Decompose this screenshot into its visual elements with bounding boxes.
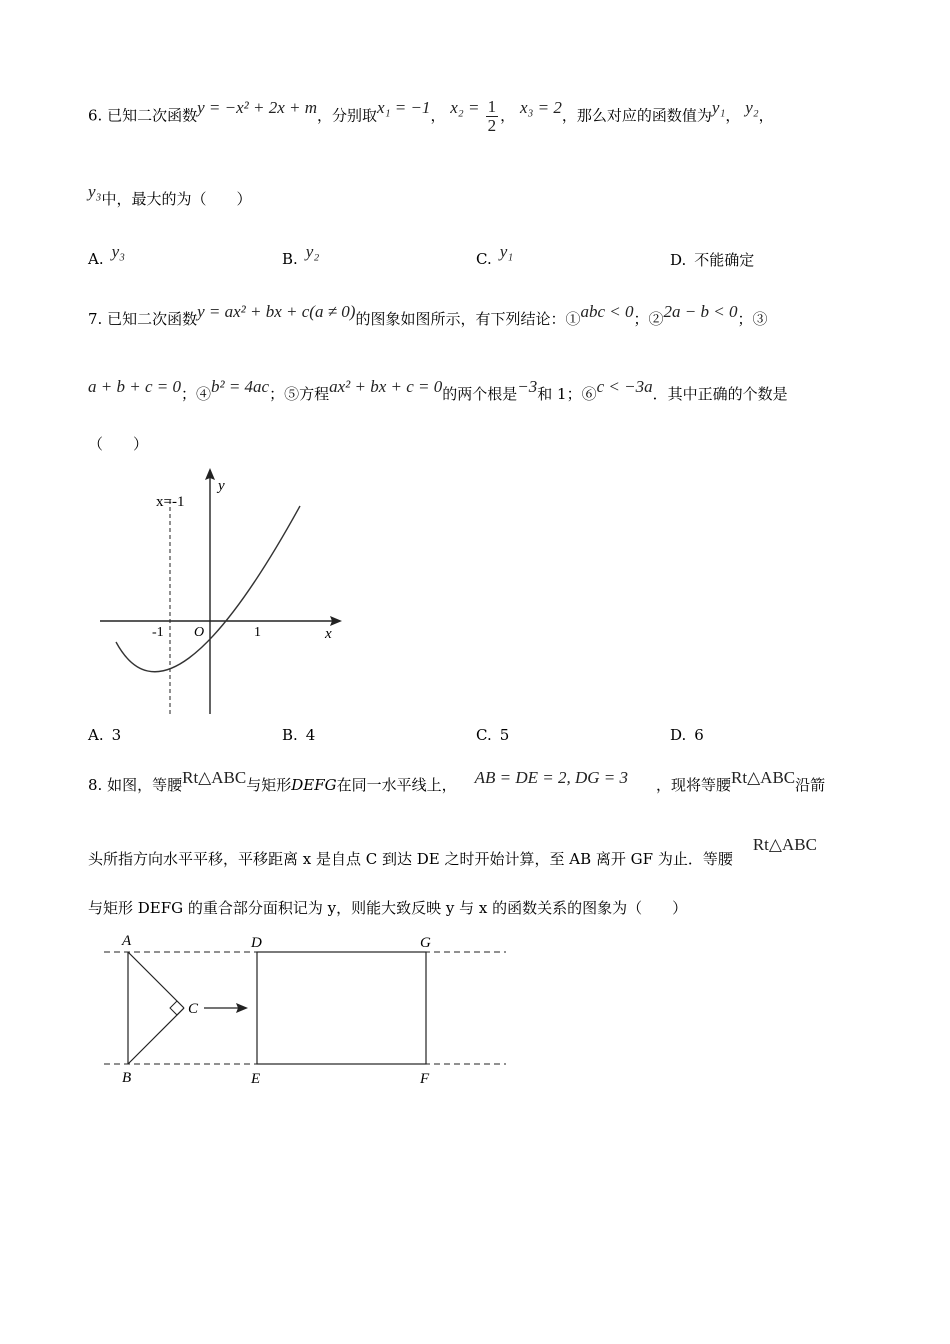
q6-number: 6. bbox=[88, 106, 103, 125]
q6-x1: x₁ = −1 bbox=[377, 98, 431, 118]
q8-rt-triangle-1: Rt△ABC bbox=[182, 768, 247, 787]
q6-line-2 bbox=[88, 182, 252, 209]
q7-option-a-value: 3 bbox=[111, 726, 122, 744]
q7-text2: ；② bbox=[633, 310, 664, 328]
q6-option-a-value: y₃ bbox=[111, 242, 126, 261]
q8-rt-triangle-2: Rt△ABC bbox=[731, 768, 796, 787]
q7-option-a[interactable] bbox=[88, 726, 121, 744]
q7-option-c-value: 5 bbox=[499, 726, 510, 744]
q6-y2: y₂ bbox=[745, 98, 759, 118]
q8-defg-1: DEFG bbox=[291, 776, 337, 794]
q7-option-d-value: 6 bbox=[694, 726, 704, 744]
q8-text1: 如图，等腰 bbox=[107, 776, 183, 794]
q7-option-d[interactable] bbox=[670, 726, 704, 744]
q8-number: 8. bbox=[88, 776, 103, 794]
q6-option-d[interactable] bbox=[670, 249, 754, 270]
q7-intro: 已知二次函数 bbox=[107, 310, 198, 328]
q7-option-d-letter: D. bbox=[670, 726, 687, 744]
q7-text7: 和 1；⑥ bbox=[537, 385, 597, 403]
q6-function: y = −x² + 2x + m bbox=[197, 98, 318, 118]
q6-option-d-letter: D. bbox=[670, 251, 687, 269]
q7-label-symmetry: x=-1 bbox=[156, 494, 185, 510]
q7-option-c-letter: C. bbox=[476, 726, 492, 744]
q7-parabola-curve bbox=[116, 506, 300, 672]
q7-number: 7. bbox=[88, 310, 103, 328]
q7-text5: ；⑤方程 bbox=[269, 385, 330, 403]
q7-line-1 bbox=[88, 302, 768, 329]
q6-option-a-letter: A. bbox=[88, 250, 104, 268]
q8-label-c: C bbox=[188, 1001, 199, 1017]
q7-label-y: y bbox=[218, 478, 225, 494]
q7-label-x: x bbox=[325, 626, 332, 642]
q8-text5: 沿箭 bbox=[795, 776, 826, 794]
q7-conclusion-6: c < −3a bbox=[596, 377, 653, 396]
q6-x2-fraction bbox=[486, 98, 499, 135]
q8-line-2-text: 头所指方向水平平移，平移距离 x 是自点 C 到达 DE 之时开始计算，至 AB 离开 GF 为止．等腰 bbox=[88, 850, 733, 868]
q6-comma-3: ， bbox=[725, 106, 741, 125]
q8-line-2 bbox=[88, 835, 817, 869]
q7-conclusion-2: 2a − b < 0 bbox=[663, 302, 738, 321]
q6-x2 bbox=[450, 97, 500, 135]
q7-label-one: 1 bbox=[254, 625, 261, 640]
q7-root: −3 bbox=[517, 377, 538, 396]
q8-label-a: A bbox=[122, 933, 132, 949]
q8-label-b: B bbox=[122, 1070, 132, 1086]
q8-figure bbox=[96, 930, 510, 1090]
q7-option-c[interactable] bbox=[476, 726, 509, 744]
q7-text8: ．其中正确的个数是 bbox=[652, 385, 788, 403]
q6-line-1 bbox=[88, 98, 774, 135]
q7-option-b-letter: B. bbox=[282, 726, 298, 744]
q7-text4: ；④ bbox=[180, 385, 211, 403]
q7-option-b[interactable] bbox=[282, 726, 315, 744]
q7-text6: 的两个根是 bbox=[442, 385, 518, 403]
q7-parabola-graph bbox=[96, 464, 348, 718]
q6-option-d-value: 不能确定 bbox=[694, 251, 755, 269]
q7-label-origin: O bbox=[194, 625, 205, 640]
q6-tail2: 中，最大的为（ ） bbox=[101, 190, 252, 208]
q6-sep1: ，分别取 bbox=[317, 106, 378, 125]
q7-paren: （ ） bbox=[88, 435, 149, 453]
q6-y1: y₁ bbox=[711, 98, 726, 118]
q6-option-c-value: y₁ bbox=[499, 242, 514, 261]
q7-option-b-value: 4 bbox=[305, 726, 316, 744]
q7-text1: 的图象如图所示，有下列结论：① bbox=[355, 310, 581, 328]
q7-option-a-letter: A. bbox=[88, 726, 104, 744]
q7-conclusion-1: abc < 0 bbox=[580, 302, 634, 321]
q7-conclusion-3: a + b + c = 0 bbox=[88, 377, 181, 396]
q8-rectangle-defg bbox=[257, 952, 426, 1064]
q8-line-1 bbox=[88, 768, 826, 795]
q6-x3: x₃ = 2 bbox=[519, 98, 562, 118]
q6-x2-lhs: x₂ = bbox=[450, 98, 480, 118]
q6-option-b-value: y₂ bbox=[305, 242, 320, 261]
q8-condition: AB = DE = 2, DG = 3 bbox=[474, 768, 629, 787]
q8-side-ac bbox=[128, 952, 184, 1008]
q7-line-2 bbox=[88, 377, 788, 404]
q6-option-b-letter: B. bbox=[282, 250, 298, 268]
q6-comma-2: ， bbox=[500, 106, 516, 125]
q8-label-d: D bbox=[251, 935, 262, 951]
q7-label-neg-one: -1 bbox=[152, 625, 164, 640]
q6-option-c-letter: C. bbox=[476, 250, 492, 268]
q8-text3: 在同一水平线上， bbox=[336, 776, 457, 794]
q8-side-bc bbox=[128, 1008, 184, 1064]
q6-option-c[interactable] bbox=[476, 242, 514, 269]
q7-conclusion-4: b² = 4ac bbox=[210, 377, 270, 396]
q6-x2-numerator: 1 bbox=[487, 97, 497, 116]
q8-line-3: 与矩形 DEFG 的重合部分面积记为 y，则能大致反映 y 与 x 的函数关系的图象为（ ） bbox=[88, 899, 688, 917]
q6-comma-4: ， bbox=[758, 106, 774, 125]
q7-conclusion-5: ax² + bx + c = 0 bbox=[329, 377, 443, 396]
q8-text2: 与矩形 bbox=[246, 776, 292, 794]
q6-y3: y₃ bbox=[88, 182, 102, 201]
q8-label-e: E bbox=[251, 1071, 261, 1087]
q8-text4: ，现将等腰 bbox=[656, 776, 732, 794]
q7-function: y = ax² + bx + c(a ≠ 0) bbox=[197, 302, 356, 321]
q6-comma-1: ， bbox=[430, 106, 446, 125]
q6-option-b[interactable] bbox=[282, 242, 320, 269]
q8-label-g: G bbox=[420, 935, 431, 951]
q8-label-f: F bbox=[420, 1071, 430, 1087]
q6-intro: 已知二次函数 bbox=[107, 106, 198, 125]
q6-option-a[interactable] bbox=[88, 242, 126, 269]
q8-rt-triangle-3: Rt△ABC bbox=[752, 835, 817, 854]
q8-right-angle-mark bbox=[170, 1001, 184, 1015]
q6-tail1: ，那么对应的函数值为 bbox=[561, 106, 712, 125]
q6-x2-denominator: 2 bbox=[487, 116, 497, 135]
q7-text3: ；③ bbox=[737, 310, 768, 328]
